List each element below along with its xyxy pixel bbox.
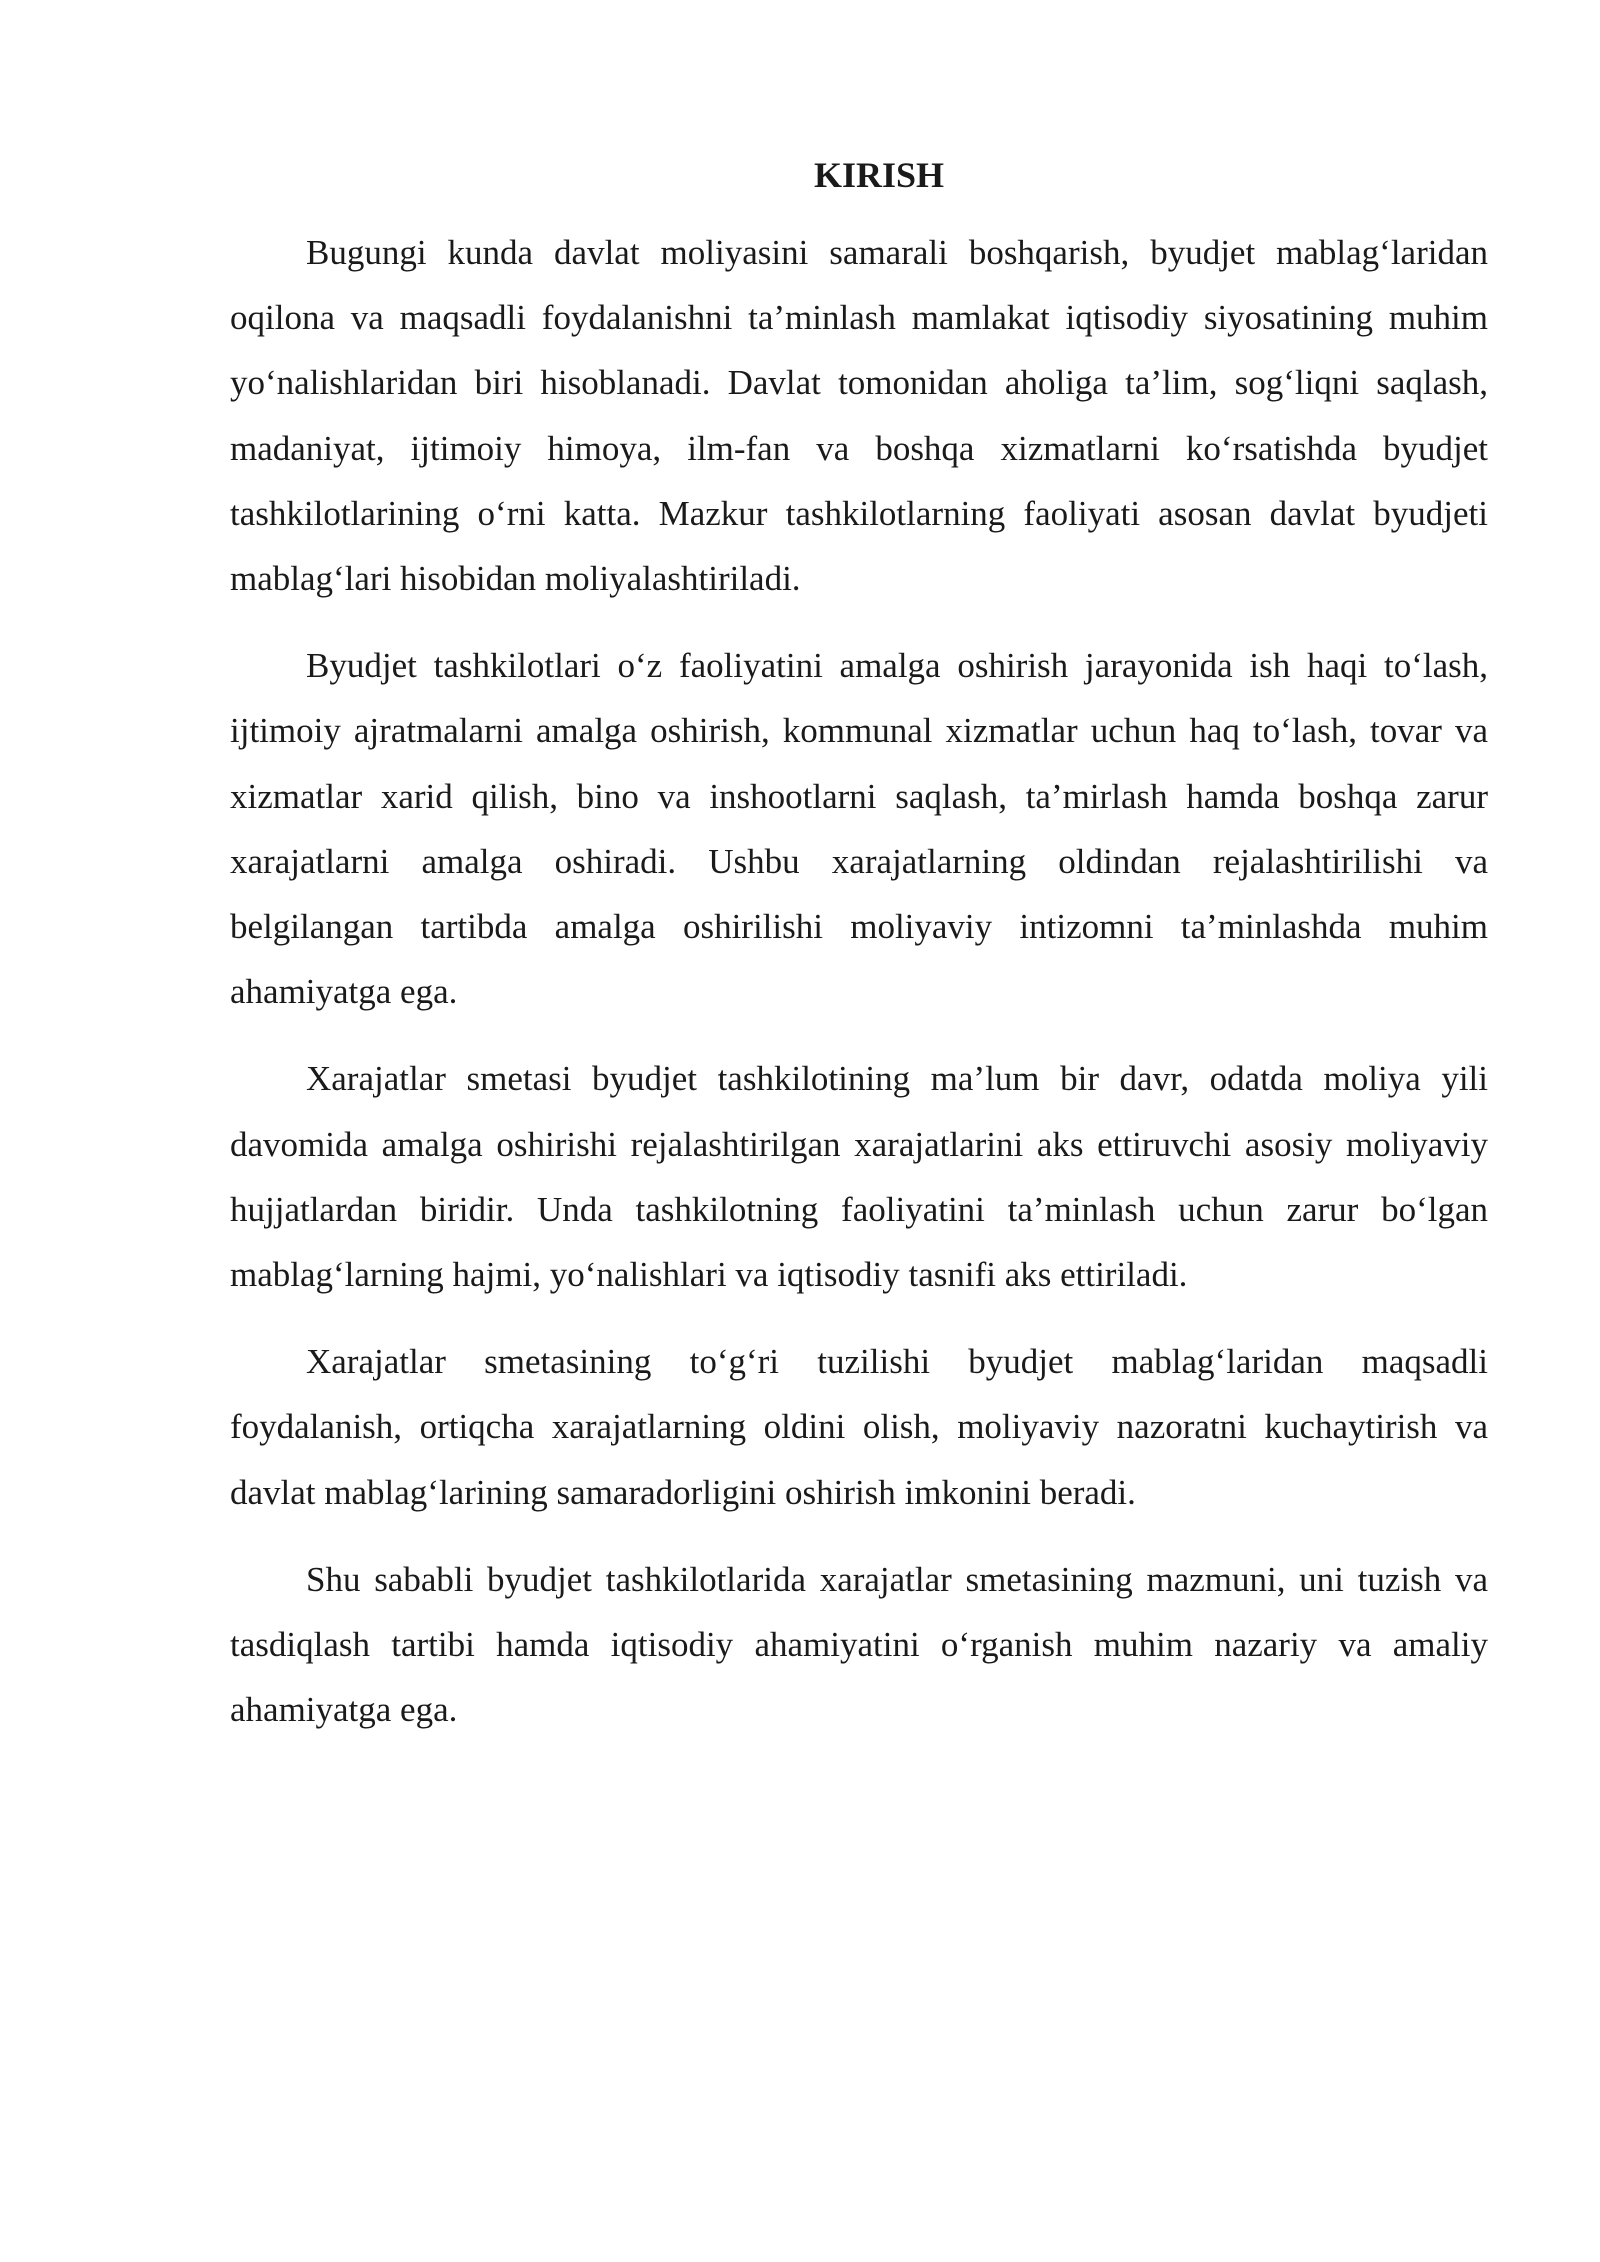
paragraph-2: Byudjet tashkilotlari o‘z faoliyatini amalga oshirish jarayonida ish haqi to‘lash, ijtimoiy ajratmalarni amalga oshirish, kommunal xizmatlar uchun haq to‘lash, tovar va xizmatlar xarid qilish, bino va inshootlarni saqlash, ta’mirlash hamda boshqa zarur xarajatlarni amalga oshiradi. Ushbu xarajatlarning oldindan rejalashtirilishi va belgilangan tartibda amalga oshirilishi moliyaviy intizomni ta’minlashda muhim ahamiyatga ega. [230,646,1488,1012]
page-title: KIRISH [813,155,945,195]
document-body [230,150,1488,1764]
paragraph-3: Xarajatlar smetasi byudjet tashkilotining ma’lum bir davr, odatda moliya yili davomida amalga oshirishi rejalashtirilgan xarajatlarini aks ettiruvchi asosiy moliyaviy hujjatlardan biridir. Unda tashkilotning faoliyatini ta’minlash uchun zarur bo‘lgan mablag‘larning hajmi, yo‘nalishlari va iqtisodiy tasnifi aks ettiriladi. [230,1059,1488,1295]
paragraph-4: Xarajatlar smetasining to‘g‘ri tuzilishi byudjet mablag‘laridan maqsadli foydalanish, ortiqcha xarajatlarning oldini olish, moliyaviy nazoratni kuchaytirish va davlat mablag‘larining samaradorligini oshirish imkonini beradi. [230,1342,1488,1512]
paragraph-1: Bugungi kunda davlat moliyasini samarali boshqarish, byudjet mablag‘laridan oqilona va maqsadli foydalanishni ta’minlash mamlakat iqtisodiy siyosatining muhim yo‘nalishlaridan biri hisoblanadi. Davlat tomonidan aholiga ta’lim, sog‘liqni saqlash, madaniyat, ijtimoiy himoya, ilm-fan va boshqa xizmatlarni ko‘rsatishda byudjet tashkilotlarining o‘rni katta. Mazkur tashkilotlarning faoliyati asosan davlat byudjeti mablag‘lari hisobidan moliyalashtiriladi. [230,233,1488,599]
paragraph-5: Shu sababli byudjet tashkilotlarida xarajatlar smetasining mazmuni, uni tuzish va tasdiqlash tartibi hamda iqtisodiy ahamiyatini o‘rganish muhim nazariy va amaliy ahamiyatga ega. [230,1559,1488,1730]
